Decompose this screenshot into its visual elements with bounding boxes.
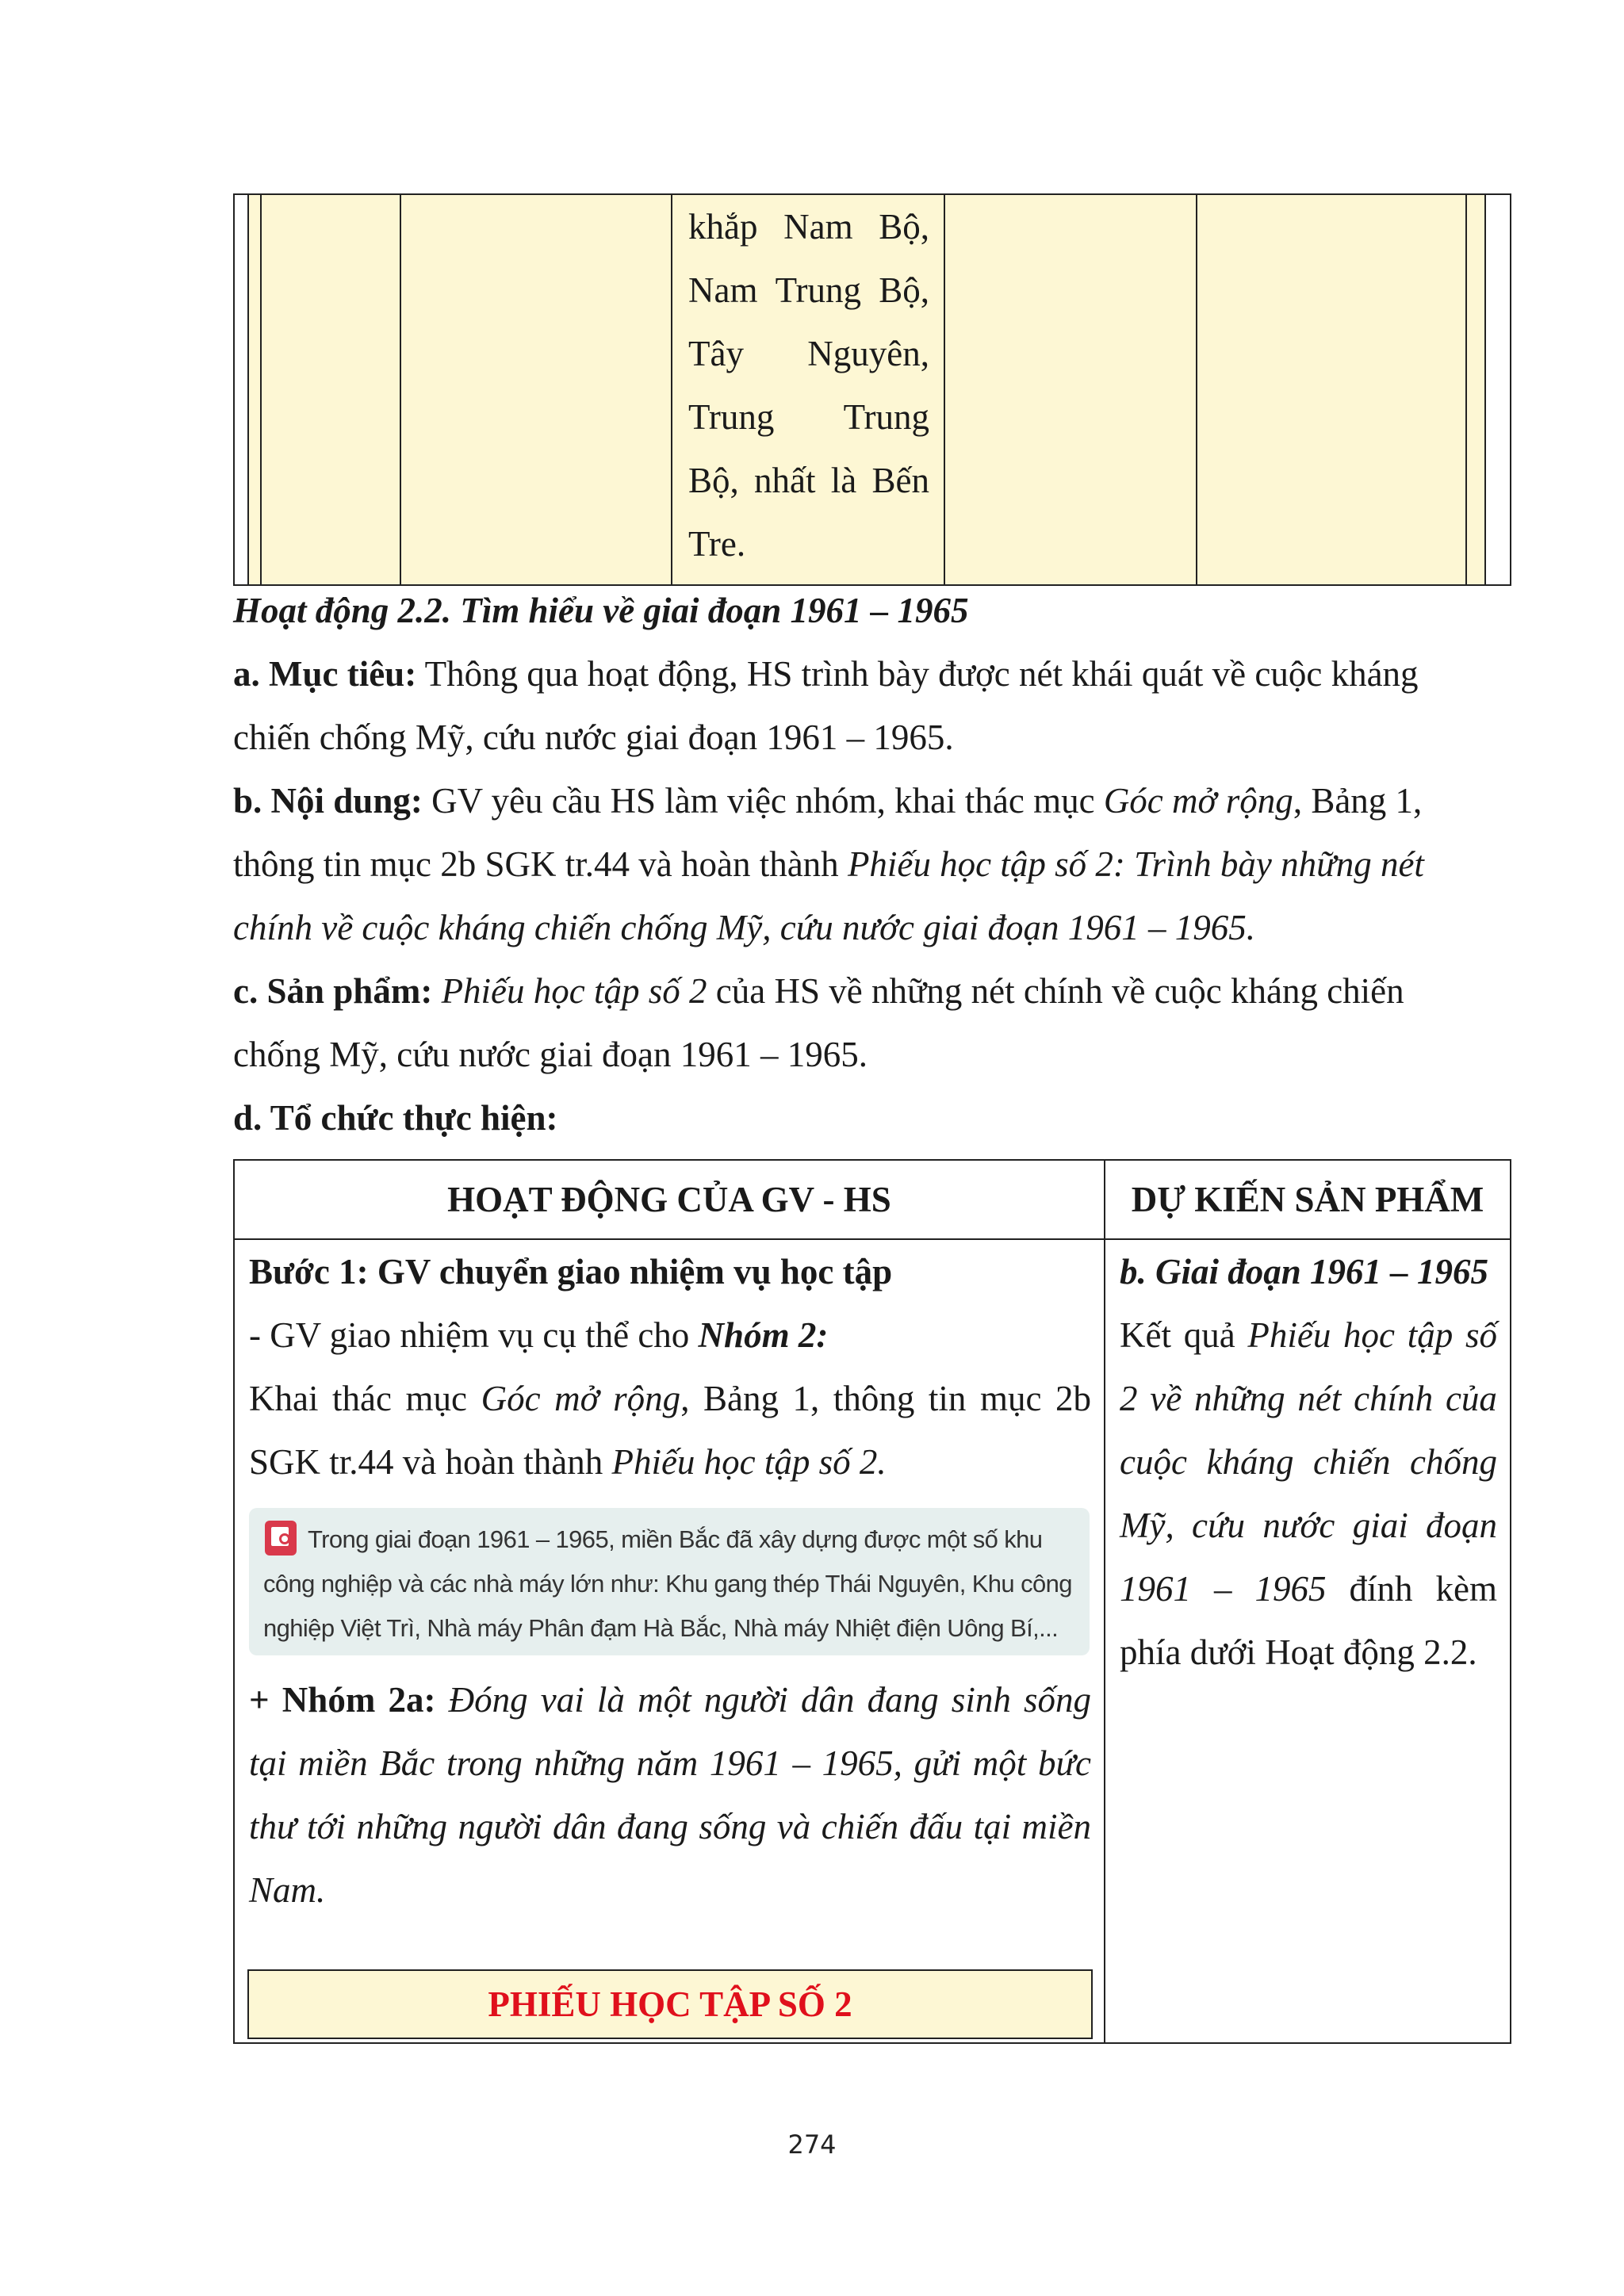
assign-line: [249, 1303, 1091, 1367]
exploit-paragraph: [249, 1367, 1091, 1494]
product-line: [1120, 1367, 1497, 1430]
word: Hoạt: [1265, 1632, 1335, 1672]
objective-text: Thông qua hoạt động, HS trình bày được nét khái quát về cuộc kháng chiến chống Mỹ, cứu nước giai đoạn 1961 – 1965.: [233, 654, 1419, 757]
word: nước: [1262, 1506, 1335, 1545]
continued-table: [233, 193, 1511, 586]
word: đoạn: [1426, 1506, 1497, 1545]
product-line: [1120, 1621, 1497, 1684]
word: tập: [1407, 1315, 1454, 1355]
activity-table: [233, 1159, 1511, 2044]
word: Kết: [1120, 1315, 1171, 1355]
header-product: DỰ KIẾN SẢN PHẨM: [1131, 1180, 1484, 1219]
word: học: [1343, 1315, 1396, 1355]
product-label: c. Sản phẩm:: [233, 971, 433, 1011]
activity-column: [249, 1240, 1091, 1922]
table-edge-cell-right: [1467, 195, 1486, 584]
word: chiến: [1313, 1442, 1391, 1482]
word: quả: [1183, 1315, 1235, 1355]
objective-label: a. Mục tiêu:: [233, 654, 417, 694]
word: kháng: [1206, 1442, 1294, 1482]
content-text: GV yêu cầu HS làm việc nhóm, khai thác mục: [422, 781, 1104, 821]
group-2a-text: Đóng vai là một người dân đang sinh sống tại miền Bắc trong những năm 1961 – 1965, gửi một bức thư tới những người dân đang sống và chiến đấu tại miền Nam.: [249, 1680, 1091, 1910]
group-2a-paragraph: [249, 1668, 1091, 1922]
book-search-icon: [265, 1521, 297, 1556]
table-cell: [1197, 195, 1467, 584]
content-text: , Bảng 1, thông tin mục 2b SGK tr.44 và hoàn thành: [233, 781, 1423, 884]
word: 1965: [1254, 1569, 1327, 1609]
word: cuộc: [1120, 1442, 1187, 1482]
word: 2: [1120, 1379, 1138, 1418]
word: 1961: [1120, 1569, 1191, 1609]
objective-paragraph: [233, 642, 1480, 769]
word: những: [1194, 1379, 1285, 1418]
group-2a-label: + Nhóm 2a:: [249, 1680, 436, 1720]
content-italic: Góc mở rộng: [1103, 781, 1293, 821]
content-paragraph: [233, 769, 1480, 959]
table-cell: [401, 195, 672, 584]
word: đính: [1349, 1569, 1413, 1609]
organization-heading: d. Tổ chức thực hiện:: [233, 1098, 558, 1138]
activity-heading: Hoạt động 2.2. Tìm hiểu về giai đoạn 1961 – 1965: [233, 591, 969, 630]
product-italic: Phiếu học tập số 2: [432, 971, 707, 1011]
word: về: [1150, 1379, 1182, 1418]
word: –: [1214, 1569, 1232, 1609]
step-heading: Bước 1: GV chuyển giao nhiệm vụ học tập: [249, 1252, 893, 1292]
assign-text: - GV giao nhiệm vụ cụ thể cho: [249, 1315, 699, 1355]
product-column: [1120, 1240, 1497, 1684]
expanded-corner-callout: [249, 1508, 1090, 1655]
product-text: của HS về những nét chính về cuộc kháng chiến chống Mỹ, cứu nước giai đoạn 1961 – 1965.: [233, 971, 1404, 1074]
cell-line: khắp Nam Bộ,: [688, 207, 929, 247]
worksheet-box: [247, 1969, 1093, 2039]
content-italic: Phiếu học tập số 2: Trình bày những nét chính về cuộc kháng chiến chống Mỹ, cứu nước giai đoạn 1961 – 1965.: [233, 844, 1424, 947]
product-line: [1120, 1430, 1497, 1494]
exploit-text: , Bảng 1, thông tin mục 2b SGK tr.44 và hoàn thành: [249, 1379, 1091, 1482]
cell-line: Trung Trung: [688, 397, 929, 437]
worksheet-title: PHIẾU HỌC TẬP SỐ 2: [488, 1984, 852, 2024]
word: Mỹ,: [1120, 1506, 1174, 1545]
cell-line: Bộ, nhất là Bến: [688, 461, 929, 500]
callout-text: Trong giai đoạn 1961 – 1965, miền Bắc đã xây dựng được một số khu công nghiệp và các nhà máy lớn như: Khu gang thép Thái Nguyên, Khu công nghiệp Việt Trì, Nhà máy Phân đạm Hà Bắc, Nhà máy Nhiệt điện Uông Bí,...: [263, 1525, 1072, 1642]
assign-group: Nhóm 2:: [698, 1315, 829, 1355]
word: nét: [1297, 1379, 1342, 1418]
product-line: [1120, 1557, 1497, 1621]
header-activity: HOẠT ĐỘNG CỦA GV - HS: [447, 1180, 891, 1219]
table-cell: [945, 195, 1197, 584]
column-divider: [1104, 1161, 1105, 2042]
word: dưới: [1189, 1632, 1256, 1672]
product-line: [1120, 1494, 1497, 1557]
word: kèm: [1435, 1569, 1497, 1609]
word: của: [1445, 1379, 1497, 1418]
cell-line: Nam Trung Bộ,: [688, 270, 929, 310]
content-label: b. Nội dung:: [233, 781, 423, 821]
word: số: [1465, 1315, 1497, 1355]
exploit-italic: Phiếu học tập số 2.: [611, 1442, 887, 1482]
word: 2.2.: [1423, 1632, 1477, 1672]
page-number: 274: [787, 2130, 837, 2160]
word: chống: [1409, 1442, 1497, 1482]
product-heading: b. Giai đoạn 1961 – 1965: [1120, 1252, 1489, 1292]
table-edge-cell-left: [247, 195, 262, 584]
table-cell: [262, 195, 401, 584]
cell-text: [688, 195, 929, 576]
word: Phiếu: [1247, 1315, 1331, 1355]
word: phía: [1120, 1632, 1182, 1672]
word: chính: [1354, 1379, 1434, 1418]
table-cell-content: [672, 195, 945, 584]
cell-line: Tre.: [688, 524, 746, 564]
exploit-italic: Góc mở rộng: [481, 1379, 681, 1418]
word: động: [1342, 1632, 1415, 1672]
word: cứu: [1192, 1506, 1246, 1545]
product-line: [1120, 1303, 1497, 1367]
exploit-text: Khai thác mục: [249, 1379, 481, 1418]
cell-line: Tây Nguyên,: [688, 334, 929, 373]
word: giai: [1352, 1506, 1408, 1545]
product-paragraph: [233, 959, 1480, 1086]
